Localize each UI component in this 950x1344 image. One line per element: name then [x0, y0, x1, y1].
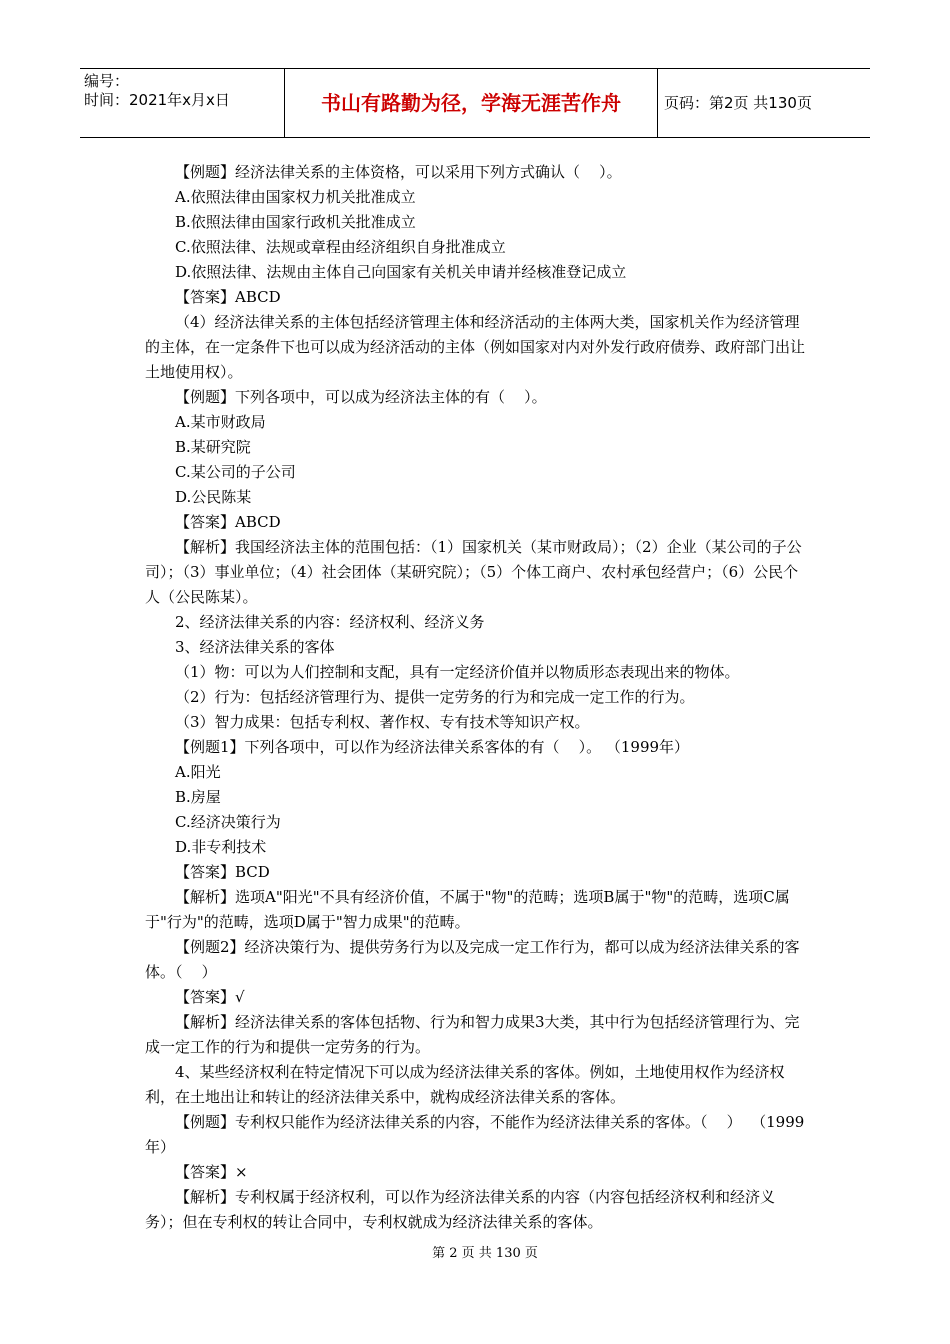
- option-d: D.非专利技术: [175, 838, 267, 856]
- answer: 【答案】ABCD: [175, 513, 281, 531]
- example-question: 【例题1】下列各项中，可以作为经济法律关系客体的有（ ）。 （1999年）: [175, 738, 690, 756]
- option-c: C.某公司的子公司: [175, 463, 296, 481]
- paragraph: （1）物：可以为人们控制和支配，具有一定经济价值并以物质形态表现出来的物体。: [175, 663, 740, 681]
- paragraph: （4）经济法律关系的主体包括经济管理主体和经济活动的主体两大类，国家机关作为经济管理的主体，在一定条件下也可以成为经济活动的主体（例如国家对内对外发行政府债券、政府部门出让土地使用权）。: [145, 313, 806, 381]
- answer: 【答案】×: [175, 1163, 248, 1181]
- document-body: [145, 160, 805, 1235]
- paragraph: 4、某些经济权利在特定情况下可以成为经济法律关系的客体。例如，土地使用权作为经济权利，在土地出让和转让的经济法律关系中，就构成经济法律关系的客体。: [145, 1063, 785, 1106]
- page-header: [80, 68, 870, 138]
- answer: 【答案】ABCD: [175, 288, 281, 306]
- header-meta: [84, 72, 284, 110]
- analysis: 【解析】经济法律关系的客体包括物、行为和智力成果3大类，其中行为包括经济管理行为、完成一定工作的行为和提供一定劳务的行为。: [145, 1013, 800, 1056]
- option-b: B.依照法律由国家行政机关批准成立: [175, 213, 416, 231]
- answer: 【答案】BCD: [175, 863, 270, 881]
- example-question: 【例题】专利权只能作为经济法律关系的内容，不能作为经济法律关系的客体。（ ） （1999年）: [145, 1113, 805, 1156]
- answer: 【答案】√: [175, 988, 245, 1006]
- header-divider: [657, 69, 658, 137]
- page-footer: 第 2 页 共 130 页: [432, 1246, 538, 1261]
- example-question: 【例题】下列各项中，可以成为经济法主体的有（ ）。: [175, 388, 547, 406]
- option-b: B.某研究院: [175, 438, 251, 456]
- header-page-label: 页码：第2页 共130页: [664, 94, 812, 112]
- section-heading: 3、经济法律关系的客体: [175, 638, 335, 656]
- paragraph: （3）智力成果：包括专利权、著作权、专有技术等知识产权。: [175, 713, 590, 731]
- section-heading: 2、经济法律关系的内容：经济权利、经济义务: [175, 613, 485, 631]
- option-d: D.依照法律、法规由主体自己向国家有关机关申请并经核准登记成立: [175, 263, 627, 281]
- example-question: 【例题】经济法律关系的主体资格，可以采用下列方式确认（ ）。: [175, 163, 622, 181]
- analysis: 【解析】选项A"阳光"不具有经济价值，不属于"物"的范畴；选项B属于"物"的范畴，选项C属于"行为"的范畴，选项D属于"智力成果"的范畴。: [145, 888, 790, 931]
- option-a: A.阳光: [175, 763, 221, 781]
- option-a: A.依照法律由国家权力机关批准成立: [175, 188, 416, 206]
- option-b: B.房屋: [175, 788, 221, 806]
- header-motto: 书山有路勤为径，学海无涯苦作舟: [321, 91, 621, 115]
- option-d: D.公民陈某: [175, 488, 252, 506]
- paragraph: （2）行为：包括经济管理行为、提供一定劳务的行为和完成一定工作的行为。: [175, 688, 695, 706]
- analysis: 【解析】我国经济法主体的范围包括：（1）国家机关（某市财政局）；（2）企业（某公司的子公司）；（3）事业单位；（4）社会团体（某研究院）；（5）个体工商户、农村承包经营户；（6）公民个人（公民陈某）。: [145, 538, 802, 606]
- option-c: C.经济决策行为: [175, 813, 281, 831]
- analysis: 【解析】专利权属于经济权利，可以作为经济法律关系的内容（内容包括经济权利和经济义务）；但在专利权的转让合同中，专利权就成为经济法律关系的客体。: [145, 1188, 776, 1231]
- option-c: C.依照法律、法规或章程由经济组织自身批准成立: [175, 238, 506, 256]
- header-number-label: 编号：: [84, 72, 130, 90]
- option-a: A.某市财政局: [175, 413, 266, 431]
- example-question: 【例题2】经济决策行为、提供劳务行为以及完成一定工作行为，都可以成为经济法律关系的客体。（ ）: [145, 938, 800, 981]
- header-time-label: 时间：2021年x月x日: [84, 91, 230, 109]
